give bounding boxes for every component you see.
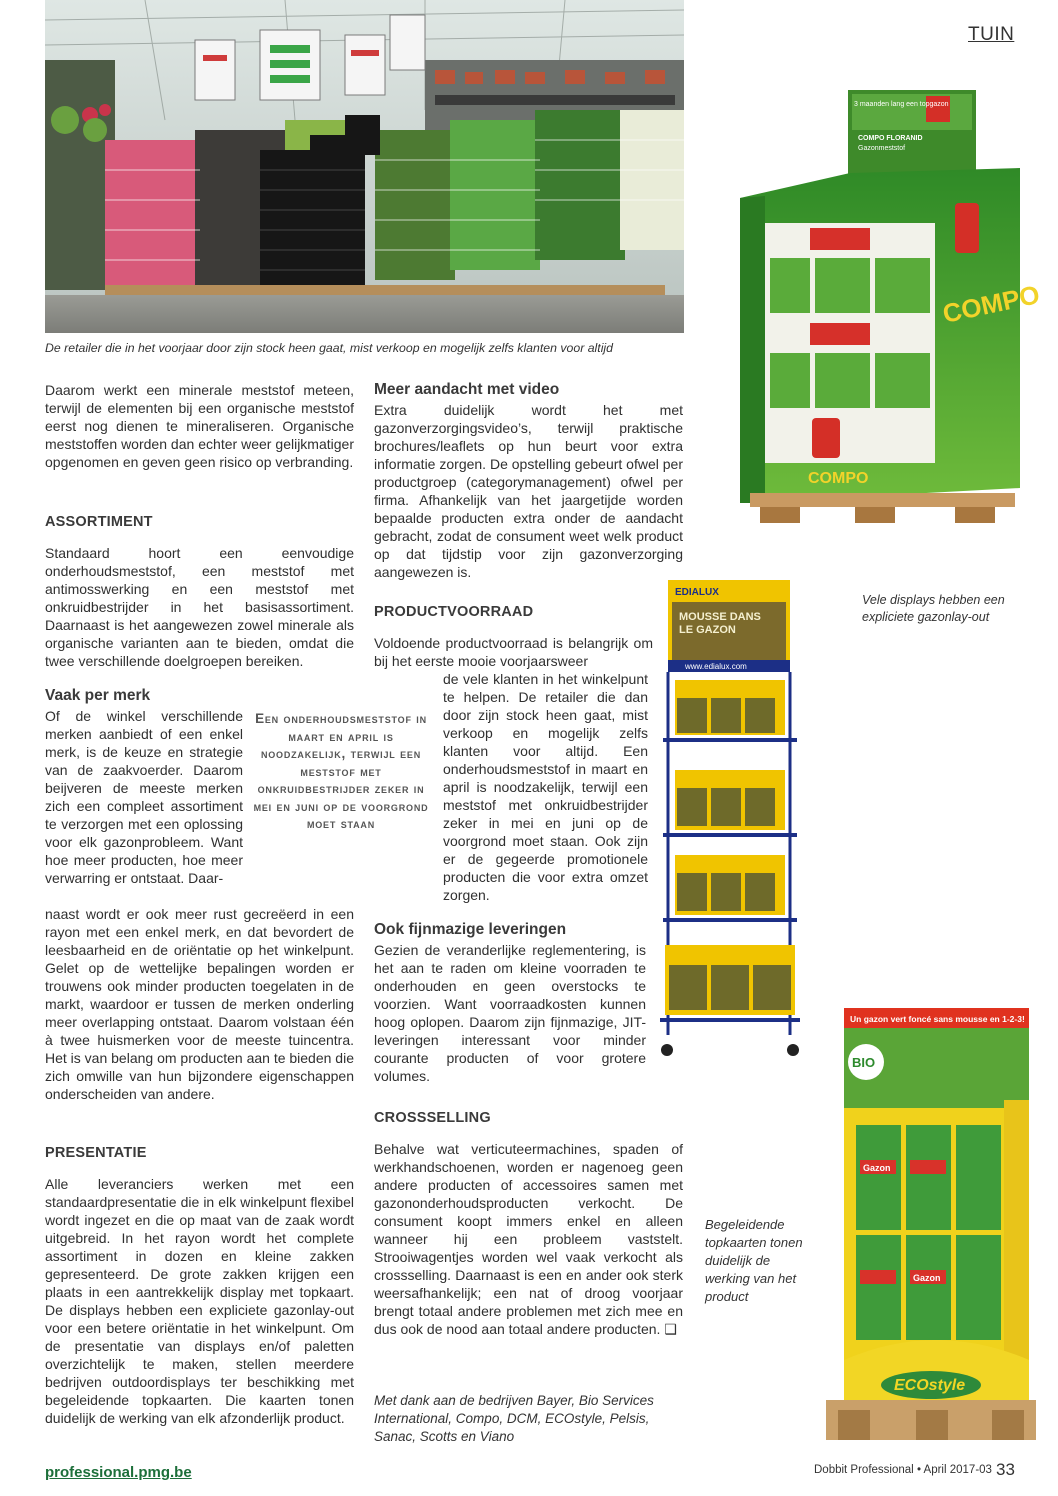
footer-date: April 2017-03 xyxy=(923,1464,992,1476)
ecostyle-bio-badge: BIO xyxy=(852,1055,876,1070)
paragraph-vaak-wide: naast wordt er ook meer rust gecreëerd in een rayon met een enkel merk, en dat bevordert de leesbaarheid en de oriëntatie op het winkelpunt. Gelet op de wettelijke bepalingen worden er trouwens ook minder producten toegelaten in de markt, waardoor er tussen de merken onderling meer overlapping ontstaat. Daarom volstaan één à twee huismerken voor de meeste tuincentra. Het is van belang om producten aan te bieden die zich omwille van hun bijzondere eigenschappen onderscheiden van andere. xyxy=(45,906,354,1102)
intro-paragraph: Daarom werkt een minerale meststof meteen, terwijl de elementen bij een organische meststof eerst nog dienen te mineraliseren. Organische meststoffen worden dan echter weer gelijkmatiger opgenomen en geven geen risico op verbranding. xyxy=(45,382,354,470)
paragraph-voorraad-narrow: de vele klanten in het winkelpunt te helpen. De retailer die dan door zijn stock heen gaat, mist verkoop en mogelijk zelfs klanten voor altijd. Een onderhoudsmeststof in maart en april is noodzakelijk, terwijl een meststof met onkruidbestrijder zeker in mei en juni op de voorgrond moet staan. Ook zijn er de gegeerde promotionele producten die voor extra omzet zorgen. xyxy=(443,671,648,903)
heading-crossselling: CROSSSELLING xyxy=(374,1110,491,1126)
crossselling-text: Behalve wat verticuteermachines, spaden of werkhandschoenen, worden er nagenoeg geen andere producten of accessoires samen met gazononderhoudsproducten verkocht. De consument koopt immers enkel en alleen wanneer hij een probleem vaststelt. Strooiwagentjes worden wel vaak verkocht als crossselling. Daarnaast is een en ander ook sterk weersafhankelijk; een nat of droog voorjaar brengt totaal andere problemen met zich mee en dus ook de nood aan totaal andere producten. xyxy=(374,1141,683,1337)
paragraph-presentatie: Alle leveranciers werken met een standaardpresentatie die in elk winkelpunt flexibel wordt ingezet en die op maat van de zaak wordt uitgebreid. In het rayon wordt het complete assortiment in dozen en kleine zakken gepresenteerd. De grote zakken krijgen een plaats in een aantrekkelijk display met topkaart. De displays hebben een expliciete gazonlay-out voor een betere oriëntatie in het winkelpunt. Om de presentatie van displays en/of paletten overzichtelijk te maken, stellen meerdere bedrijven outdoordisplays ter beschikking met begeleidende topkaarten. Die kaarten tonen duidelijk de werking van elk afzonderlijk product. xyxy=(45,1176,354,1426)
compo-caption: Vele displays hebben een expliciete gazonlay-out xyxy=(862,593,1005,624)
store-photo xyxy=(45,0,684,333)
edialux-display-photo xyxy=(655,580,805,1060)
section-label: TUIN xyxy=(968,24,1015,45)
ecostyle-banner: Un gazon vert foncé sans mousse en 1-2-3! xyxy=(850,1014,1025,1024)
edialux-headline-2: LE GAZON xyxy=(679,624,736,636)
page-number: 33 xyxy=(996,1460,1015,1479)
heading-vaak-per-merk: Vaak per merk xyxy=(45,687,151,704)
ecostyle-product-2: Gazon xyxy=(913,1273,941,1283)
paragraph-video: Extra duidelijk wordt het met gazonverzorgingsvideo’s, terwijl praktische brochures/leaflets op hun beurt voor extra informatie zorgen. De opstelling gebeurt ofwel per productgroep (categorymanagement) ofwel per firma. Afhankelijk van het jaargetijde worden bepaalde producten extra onder de aandacht gebracht, zodat de consument weet welk product op dat tijdstip voor zijn gazonverzorging aangewezen is. xyxy=(374,402,683,580)
thanks-note: Met dank aan de bedrijven Bayer, Bio Services International, Compo, DCM, ECOstyle, Pelsis, Sanac, Scotts en Viano xyxy=(374,1393,654,1444)
ecostyle-display-photo xyxy=(826,1000,1036,1440)
footer-magazine: Dobbit Professional xyxy=(814,1464,914,1476)
compo-display-photo xyxy=(740,88,1043,533)
compo-product-line2: Gazonmeststof xyxy=(858,145,906,152)
end-mark-icon: ❑ xyxy=(664,1321,677,1337)
footer-site-link[interactable]: professional.pmg.be xyxy=(45,1464,192,1481)
ecostyle-product: Gazon xyxy=(863,1163,891,1173)
store-photo-caption: De retailer die in het voorjaar door zijn stock heen gaat, mist verkoop en mogelijk zelfs klanten voor altijd xyxy=(45,341,613,355)
paragraph-crossselling xyxy=(374,1140,683,1338)
ecostyle-brand: ECOstyle xyxy=(894,1377,966,1394)
compo-brand: COMPO xyxy=(940,279,1043,329)
heading-productvoorraad: PRODUCTVOORRAAD xyxy=(374,604,534,620)
edialux-url: www.edialux.com xyxy=(685,662,747,671)
paragraph-assortiment: Standaard hoort een eenvoudige onderhoudsmeststof, een meststof met antimosswerking en een meststof met onkruidbestrijder in het basisassortiment. Daarnaast is het aangewezen zowel minerale als organische varianten aan te bieden, omdat die twee verschillende doelgroepen bereiken. xyxy=(45,545,354,669)
pull-quote: Een onderhoudsmeststof in maart en april is noodzakelijk, terwijl een meststof met onkruidbestrijder zeker in mei en juni op de voorgrond moet staan xyxy=(253,711,429,831)
heading-leveringen: Ook fijnmazige leveringen xyxy=(374,921,567,938)
paragraph-vaak-narrow: Of de winkel verschillende merken aanbiedt of een enkel merk, is de keuze en strategie van de zaakvoerder. Daarom beijveren de meeste merken zich een compleet assortiment te verzorgen met een oplossing voor elk gazonprobleem. Want hoe meer producten, hoe meer verwarring er ontstaat. Daar- xyxy=(45,708,243,886)
heading-video: Meer aandacht met video xyxy=(374,381,560,398)
footer-issue xyxy=(814,1464,992,1476)
ecostyle-caption: Begeleidende topkaarten tonen duidelijk de werking van het product xyxy=(705,1217,803,1304)
compo-product-line1: COMPO FLORANID xyxy=(858,135,923,142)
footer-bullet: • xyxy=(916,1464,921,1476)
compo-banner: 3 maanden lang een topgazon xyxy=(854,101,949,108)
edialux-brand: EDIALUX xyxy=(675,587,719,598)
edialux-headline-1: MOUSSE DANS xyxy=(679,611,761,623)
heading-assortiment: ASSORTIMENT xyxy=(45,514,153,530)
compo-brand-small: COMPO xyxy=(808,470,869,487)
heading-presentatie: PRESENTATIE xyxy=(45,1145,147,1161)
paragraph-leveringen: Gezien de veranderlijke reglementering, is het aan te raden om kleine voorraden te onderhouden en geen overstocks te voorzien. Want voorraadkosten kunnen hoog oplopen. Daarom zijn fijnmazige, JIT-leveringen interessant voor minder courante producten of voor grotere volumes. xyxy=(374,942,646,1084)
paragraph-voorraad-wide: Voldoende productvoorraad is belangrijk om bij het eerste mooie voorjaarsweer xyxy=(374,635,653,669)
